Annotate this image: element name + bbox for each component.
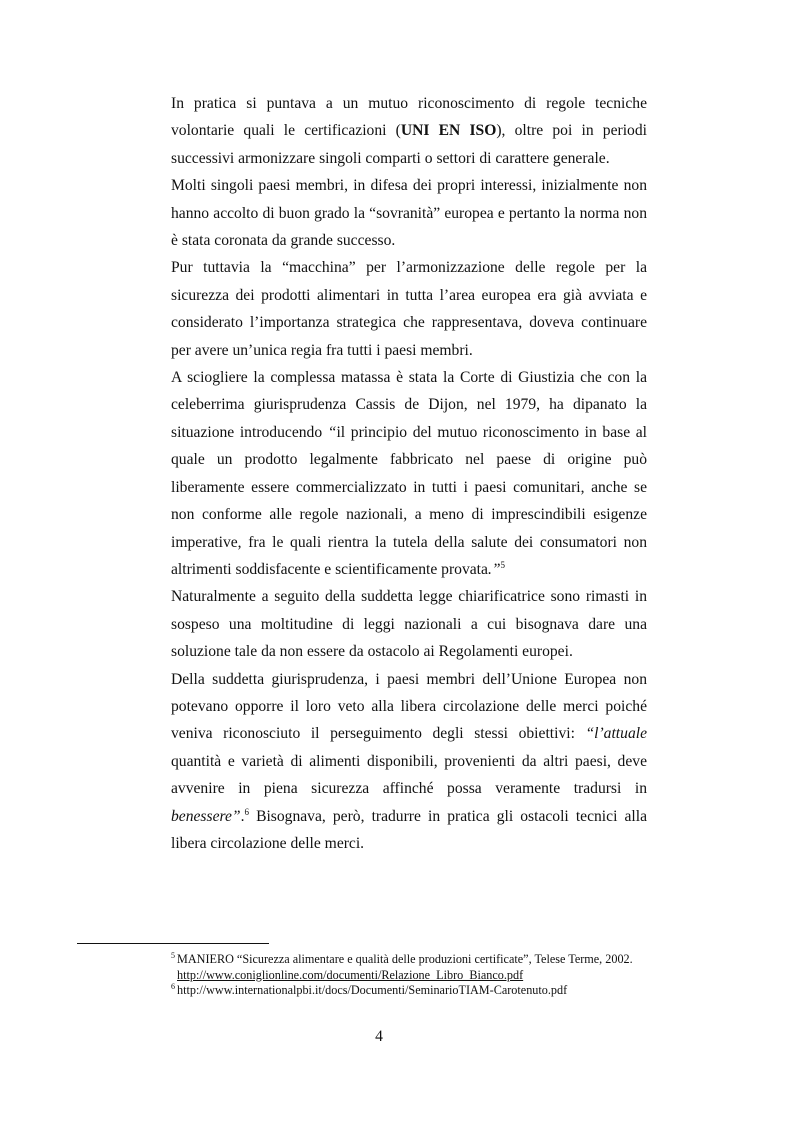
footnote-ref-6: 6 (244, 806, 249, 817)
paragraph-6: Della suddetta giurisprudenza, i paesi membri dell’Unione Europea non potevano opporre il loro veto alla libera circolazione delle merci poiché veniva riconosciuto il perseguimento degli stessi obiettivi: “l’attuale quantità e varietà di alimenti disponibili, provenienti da altri paesi, deve avvenire in piena sicurezza affinché possa veramente tradursi in benessere”.$^6$ Bisognava, però, tradurre in pratica gli ostacoli tecnici alla libera circolazione delle merci. (171, 670, 647, 852)
paragraph-1: In pratica si puntava a un mutuo riconoscimento di regole tecniche volontarie quali le certificazioni (UNI EN ISO), oltre poi in periodi successivi armonizzare singoli comparti o settori di carattere generale. (171, 95, 647, 167)
footnote-5-link[interactable]: http://www.coniglionline.com/documenti/Relazione_Libro_Bianco.pdf (177, 967, 524, 982)
paragraph-4: A sciogliere la complessa matassa è stata la Corte di Giustizia che con la celeberrima giurisprudenza Cassis de Dijon, nel 1979, ha dipanato la situazione introducendo “il principio del mutuo riconoscimento in base al quale un prodotto legalmente fabbricato nel paese di origine può liberamente essere commercializzato in tutti i paesi comunitari, anche se non conforme alle regole nazionali, a meno di imprescindibili esigenze imperative, fra le quali rientra la tutela della salute dei consumatori non altrimenti soddisfacente e scientificamente provata.”$^5$ (171, 369, 648, 578)
page-number: 4 (375, 1028, 383, 1045)
quotation: il principio del mutuo riconoscimento in base al quale un prodotto legalmente fabbricato nel paese di origine può liberamente essere commercializzato in tutti i paesi comunitari, anche se non conforme alle regole nazionali, a meno di imprescindibili esigenze imperative, fra le quali rientra la tutela della salute dei consumatori non altrimenti soddisfacente e scientificamente provata (171, 423, 648, 578)
footnote-ref-5: 5 (500, 559, 506, 570)
footnote-6-url: http://www.internationalpbi.it/docs/Documenti/SeminarioTIAM-Carotenuto.pdf (177, 983, 568, 998)
paragraph-2: Molti singoli paesi membri, in difesa dei propri interessi, inizialmente non hanno accolto di buon grado la “sovranità” europea e pertanto la norma non è stata coronata da grande successo. (171, 177, 647, 250)
footnotes (171, 952, 641, 999)
footnote-6: $^6$ http://www.internationalpbi.it/docs/Documenti/SeminarioTIAM-Carotenuto.pdf (171, 982, 568, 998)
body-text (171, 90, 647, 857)
footnote-5: $^5$ MANIERO “Sicurezza alimentare e qualità delle produzioni certificate”, Telese Terme, 2002. (171, 951, 633, 966)
footnote-separator (77, 943, 269, 944)
paragraph-3: Pur tuttavia la “macchina” per l’armonizzazione delle regole per la sicurezza dei prodotti alimentari in tutta l’area europea era già avviata e considerato l’importanza strategica che rappresentava, doveva continuare per avere un’unica regia fra tutti i paesi membri. (171, 259, 647, 359)
standard-name: UNI EN ISO (400, 122, 497, 140)
paragraph-5: Naturalmente a seguito della suddetta legge chiarificatrice sono rimasti in sospeso una moltitudine di leggi nazionali a cui bisognava dare una soluzione tale da non essere da ostacolo ai Regolamenti europei. (171, 588, 647, 661)
